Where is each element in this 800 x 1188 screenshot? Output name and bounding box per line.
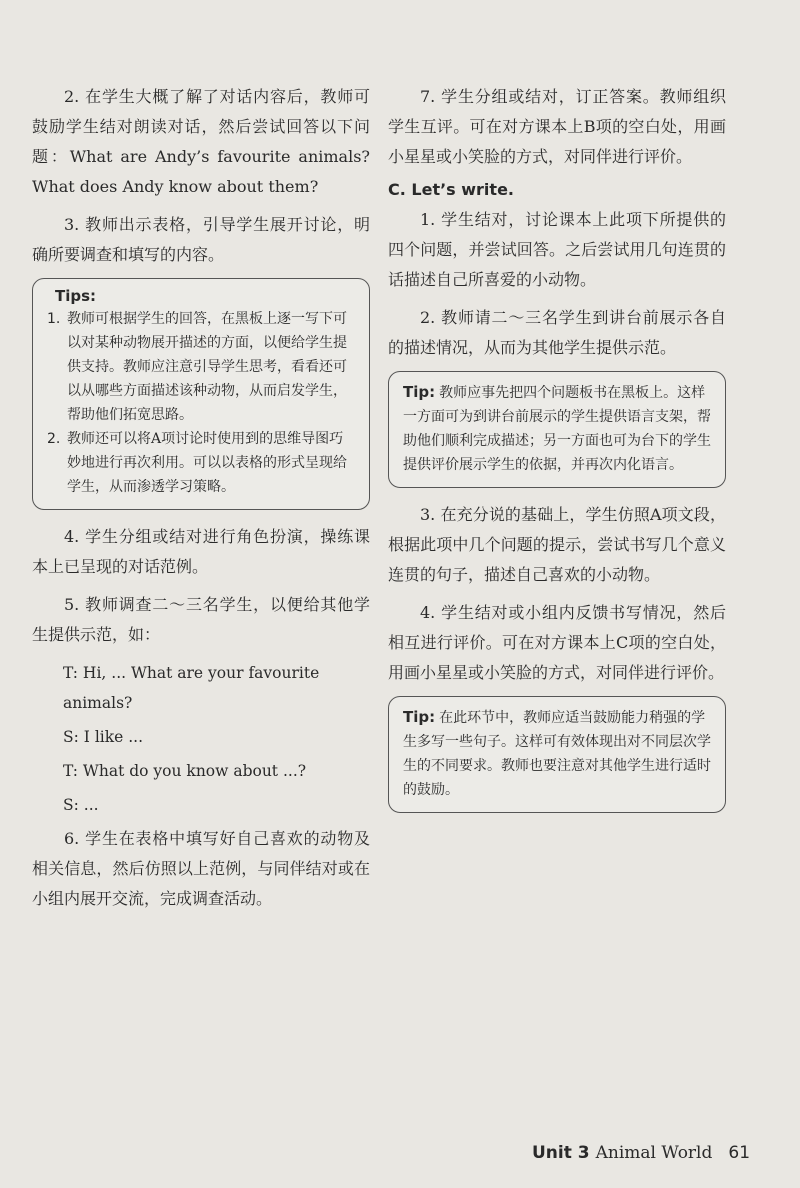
c-step-2-paragraph: 2. 教师请二～三名学生到讲台前展示各自的描述情况，从而为其他学生提供示范。 [388, 308, 726, 357]
left-column [32, 82, 370, 922]
dialogue-line: T: Hi, ... What are your favourite animals? [63, 664, 320, 712]
page-footer [532, 1143, 750, 1163]
tip-label: Tip: [403, 708, 436, 726]
dialogue-line: S: I like ... [63, 728, 144, 746]
tip-label: Tip: [403, 383, 436, 401]
unit-title: Animal World [595, 1143, 713, 1163]
step-5-paragraph: 5. 教师调查二～三名学生，以便给其他学生提供示范，如： [32, 595, 370, 644]
dialogue-line: S: ... [63, 796, 99, 814]
step-6-paragraph: 6. 学生在表格中填写好自己喜欢的动物及相关信息，然后仿照以上范例，与同伴结对或在小组内展开交流，完成调查活动。 [32, 829, 370, 908]
tip-text: 在此环节中，教师应适当鼓励能力稍强的学生多写一些句子。这样可有效体现出对不同层次学生的不同要求。教师也要注意对其他学生进行适时的鼓励。 [403, 710, 711, 798]
dialogue-line: T: What do you know about ...? [63, 762, 307, 780]
step-2-paragraph: 2. 在学生大概了解了对话内容后，教师可鼓励学生结对朗读对话，然后尝试回答以下问题：What are Andy’s favourite animals? What does Andy know about them? [32, 87, 370, 196]
step-3-paragraph: 3. 教师出示表格，引导学生展开讨论，明确所要调查和填写的内容。 [32, 215, 370, 264]
tip-number: 1. [47, 311, 61, 327]
tip-item [47, 427, 357, 499]
tips-box [32, 278, 370, 510]
page-number: 61 [728, 1143, 751, 1163]
tip-item [47, 307, 357, 427]
c-step-1-paragraph: 1. 学生结对，讨论课本上此项下所提供的四个问题，并尝试回答。之后尝试用几句连贯的话描述自己所喜爱的小动物。 [388, 210, 726, 289]
c-step-4-paragraph: 4. 学生结对或小组内反馈书写情况，然后相互进行评价。可在对方课本上C项的空白处，用画小星星或小笑脸的方式，对同伴进行评价。 [388, 603, 726, 682]
step-7-paragraph: 7. 学生分组或结对，订正答案。教师组织学生互评。可在对方课本上B项的空白处，用画小星星或小笑脸的方式，对同伴进行评价。 [388, 87, 726, 166]
tip-box-board [388, 371, 726, 488]
unit-label: Unit 3 [532, 1143, 590, 1163]
tip-text: 教师还可以将A项讨论时使用到的思维导图巧妙地进行再次利用。可以以表格的形式呈现给学生，从而渗透学习策略。 [67, 431, 347, 495]
step-4-paragraph: 4. 学生分组或结对进行角色扮演，操练课本上已呈现的对话范例。 [32, 527, 370, 576]
right-column [388, 82, 726, 825]
tip-number: 2. [47, 431, 61, 447]
tips-title: Tips: [55, 287, 97, 305]
tip-text: 教师可根据学生的回答，在黑板上逐一写下可以对某种动物展开描述的方面，以便给学生提供支持。教师应注意引导学生思考，看看还可以从哪些方面描述该种动物，从而启发学生，帮助他们拓宽思路。 [67, 311, 347, 423]
c-step-3-paragraph: 3. 在充分说的基础上，学生仿照A项文段，根据此项中几个问题的提示，尝试书写几个意义连贯的句子，描述自己喜欢的小动物。 [388, 505, 726, 584]
tip-box-encourage [388, 696, 726, 813]
tip-text: 教师应事先把四个问题板书在黑板上。这样一方面可为到讲台前展示的学生提供语言支架，帮助他们顺利完成描述；另一方面也可为台下的学生提供评价展示学生的依据，并再次内化语言。 [403, 385, 711, 473]
section-c-heading: C. Let’s write. [388, 180, 514, 199]
